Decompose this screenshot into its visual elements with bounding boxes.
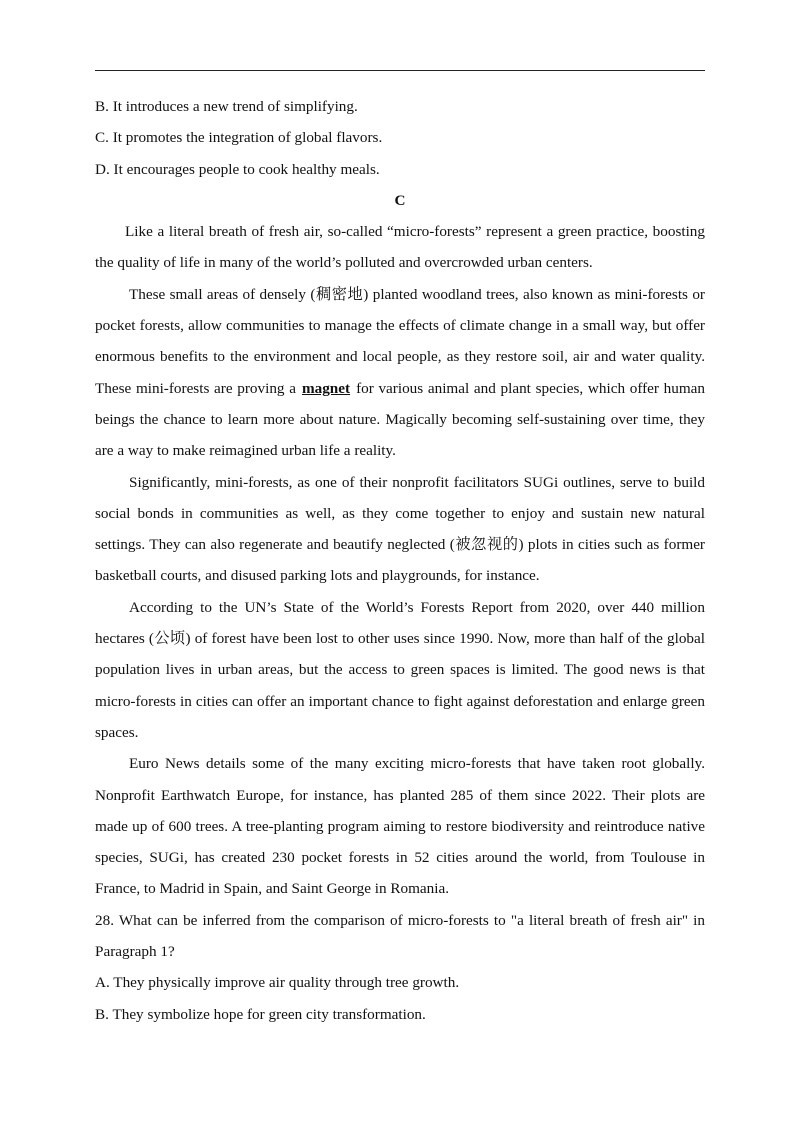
section-letter: C [394,191,406,209]
paragraph-2 [95,279,705,467]
question-28-option-b: B. They symbolize hope for green city transformation. [95,1005,426,1023]
paragraph-5: Euro News details some of the many exciting micro-forests that have taken root globally. Nonprofit Earthwatch Europe, for instance, has planted 285 of them since 2022. Their plots are made up of 600 trees. A tree-planting program aiming to restore biodiversity and reintroduce native species, SUGi, has created 230 pocket forests in 52 cities around the world, from Toulouse in France, to Madrid in Spain, and Saint George in Romania. [95,755,705,898]
document-page [95,91,705,1030]
header-rule [95,70,705,71]
prev-option-b: B. It introduces a new trend of simplifying. [95,98,358,115]
paragraph-2-text-before: These small areas of densely (稠密地) planted woodland trees, also known as mini-forests or pocket forests, allow communities to manage the effects of climate change in a small way, but offer enormous benefits to the environment and local people, as they restore soil, air and water quality. These mini-forests are proving a [95,285,705,397]
paragraph-3: Significantly, mini-forests, as one of their nonprofit facilitators SUGi outlines, serve to build social bonds in communities as well, as they come together to enjoy and sustain new natural settings. They can also regenerate and beautify neglected (被忽视的) plots in cities such as former basketball courts, and disused parking lots and playgrounds, for instance. [95,473,705,585]
keyword-magnet: magnet [301,379,351,397]
question-28-option-a: A. They physically improve air quality through tree growth. [95,974,460,992]
prev-option-d: D. It encourages people to cook healthy meals. [95,160,380,178]
paragraph-4: According to the UN’s State of the World’s Forests Report from 2020, over 440 million hectares (公顷) of forest have been lost to other uses since 1990. Now, more than half of the global population lives in urban areas, but the access to green spaces is limited. The good news is that micro-forests in cities can offer an important chance to fight against deforestation and enlarge green spaces. [95,598,705,741]
question-28-stem: 28. What can be inferred from the comparison of micro-forests to "a literal breath of fresh air" in Paragraph 1? [95,911,705,961]
prev-option-c: C. It promotes the integration of global flavors. [95,129,383,147]
paragraph-2-text-after: for various animal and plant species, which offer human beings the chance to learn more about nature. Magically becoming self-sustaining over time, they are a way to make reimagined urban life a reality. [95,379,705,460]
paragraph-1: Like a literal breath of fresh air, so-called “micro-forests” represent a green practice, boosting the quality of life in many of the world’s polluted and overcrowded urban centers. [95,223,705,272]
